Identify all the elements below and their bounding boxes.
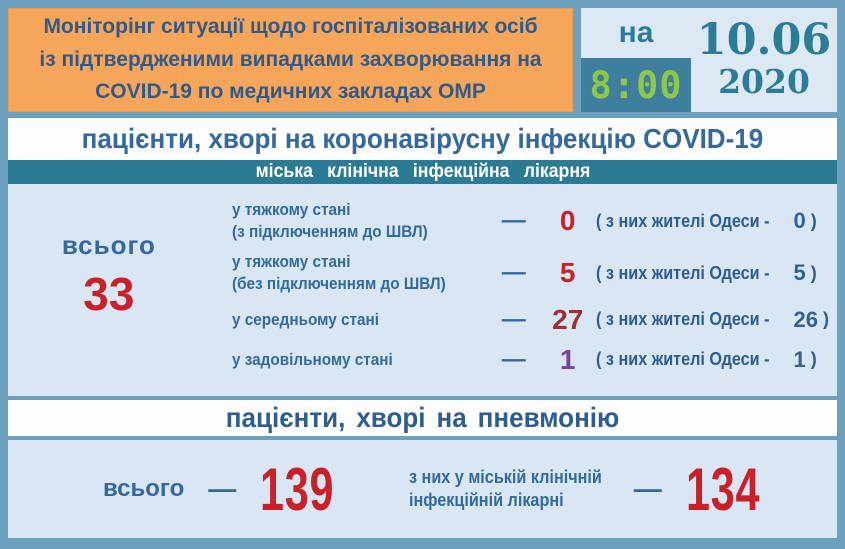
dash: — <box>208 473 237 504</box>
covid-total-label: всього <box>61 229 156 260</box>
header-row <box>8 8 837 112</box>
pneumonia-total-label: всього <box>103 475 185 502</box>
stat-row-severe-ventilator <box>232 199 829 243</box>
stat-row-label: у середньому стані <box>231 309 379 329</box>
covid-total-value: 33 <box>83 267 135 320</box>
odesa-residents-note: ( з них жителі Одеси - 1 ) <box>595 346 817 372</box>
report-year: 2020 <box>718 61 810 101</box>
pneumonia-stats-section <box>8 440 837 538</box>
covid-section-header <box>8 118 837 160</box>
bottom-strip <box>8 538 837 549</box>
pneumonia-section-header <box>8 400 837 436</box>
stat-row-value: 0 <box>559 205 576 237</box>
hospital-band <box>8 160 837 184</box>
odesa-residents-note: ( з них жителі Одеси - 5 ) <box>595 260 817 286</box>
date-panel <box>581 8 837 112</box>
stat-row-value: 5 <box>559 257 576 289</box>
pneumonia-hospital-label: з них у міській клінічній інфекційній лікарні <box>409 466 603 510</box>
odesa-residents-value: 0 <box>793 208 806 234</box>
title-banner <box>8 8 573 112</box>
stat-row-label: у задовільному стані <box>231 349 393 369</box>
stat-row-label: у тяжкому стані (з підключенням до ШВЛ) <box>231 200 428 242</box>
stat-row-label: у тяжкому стані (без підключенням до ШВЛ) <box>231 252 446 294</box>
pneumonia-hospital-value: 134 <box>685 455 760 523</box>
dash: — <box>501 305 526 333</box>
odesa-residents-note: ( з них жителі Одеси - 26 ) <box>595 306 829 332</box>
covid-total-block <box>8 184 210 396</box>
odesa-residents-value: 26 <box>793 306 818 332</box>
date-panel-right <box>691 8 837 112</box>
dash: — <box>633 473 662 504</box>
dash: — <box>501 259 526 287</box>
covid-stats-rows <box>210 184 837 396</box>
odesa-residents-value: 5 <box>793 260 806 286</box>
dash: — <box>501 207 526 235</box>
date-prefix: на <box>618 16 654 49</box>
covid-section-title: пацієнти, хворі на коронавірусну інфекцію COVID-19 <box>81 123 764 154</box>
pneumonia-total-value: 139 <box>260 455 335 523</box>
pneumonia-section-title: пацієнти, хворі на пневмонію <box>225 402 620 433</box>
odesa-residents-note: ( з них жителі Одеси - 0 ) <box>595 208 817 234</box>
hospital-band-label: міська клінічна інфекційна лікарня <box>255 161 590 182</box>
report-date: 10.06 <box>696 14 832 65</box>
covid-stats-section <box>8 184 837 396</box>
dash: — <box>501 345 526 373</box>
date-panel-left <box>581 8 691 112</box>
stat-row-satisfactory <box>232 344 829 376</box>
stat-row-severe-no-ventilator <box>232 251 829 295</box>
stat-row-value: 27 <box>552 303 584 335</box>
stat-row-moderate <box>232 304 829 336</box>
main-title: Моніторінг ситуації щодо госпіталізованих осіб із підтвердженими випадками захворювання на COVID-19 по медичних закладах ОМР <box>39 15 542 104</box>
digital-clock: 8:00 <box>581 58 691 112</box>
stat-row-value: 1 <box>559 343 576 375</box>
odesa-residents-value: 1 <box>793 346 806 372</box>
